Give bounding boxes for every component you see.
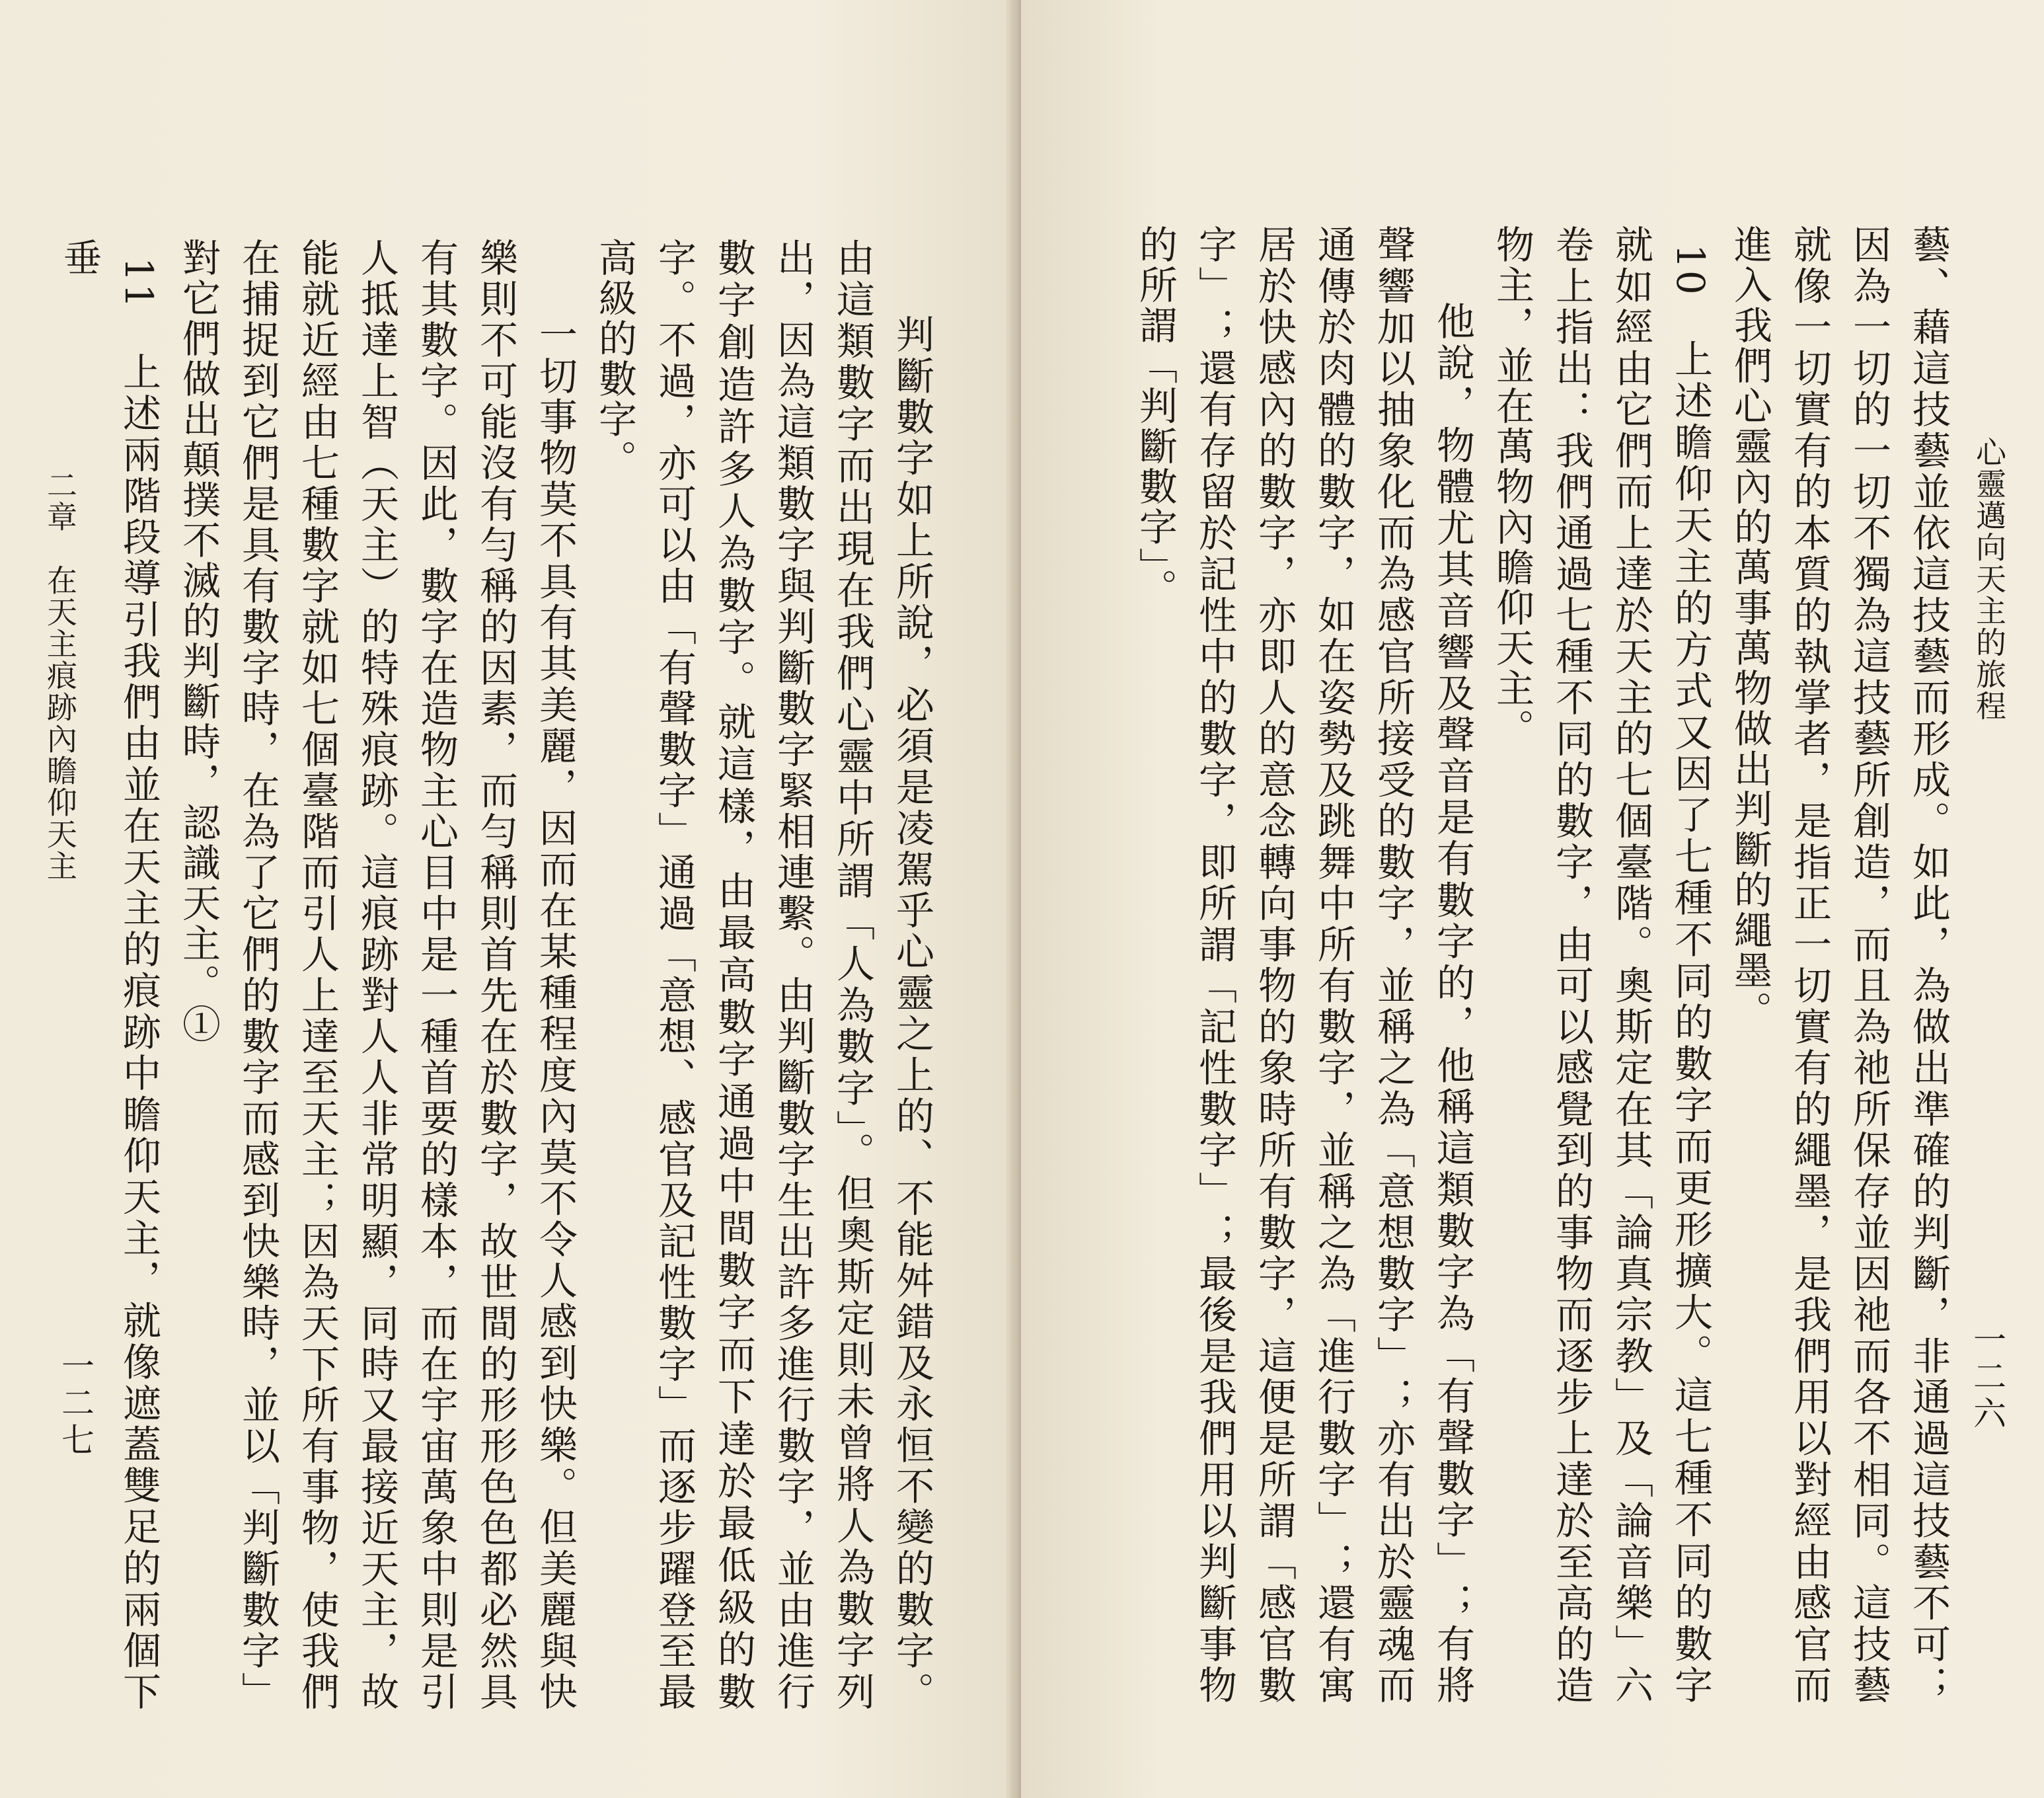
paragraph: 10 上述瞻仰天主的方式又因了七種不同的數字而更形擴大。這七種不同的數字就如經由它們而上達於天主的七個臺階。奧斯定在其「論真宗教」及「論音樂」六卷上指出：我們通過七種不同的數字，由可以感覺到的事物而逐步上達於至高的造物主，並在萬物內瞻仰天主。	[1490, 225, 1713, 1705]
running-head: 心靈邁向天主的旅程	[1971, 436, 2007, 722]
paragraph: 11 上述兩階段導引我們由並在天主的痕跡中瞻仰天主，就像遮蓋雙足的兩個下垂	[57, 238, 161, 1712]
paragraph: 他說，物體尤其音響及聲音是有數字的，他稱這類數字為「有聲數字」；有將聲響加以抽象化而為感官所接受的數字，並稱之為「意想數字」；亦有出於靈魂而通傳於肉體的數字，如在姿勢及跳舞中所有數字，並稱之為「進行數字」；還有寓居於快感內的數字，亦即人的意念轉向事物的象時所有數字，這便是所謂「感官數字」；還有存留於記性中的數字，即所謂「記性數字」；最後是我們用以判斷事物的所謂「判斷數字」。	[1133, 225, 1475, 1705]
right-page	[1021, 0, 2044, 1798]
page-number: 一二六	[1968, 1322, 2006, 1433]
running-foot: 二章 在天主痕跡內瞻仰天主	[42, 469, 78, 882]
right-page-body	[1092, 225, 1958, 1705]
paragraph: 藝、藉這技藝並依這技藝而形成。如此，為做出準確的判斷，非通過這技藝不可；因為一切的一切不獨為這技藝所創造，而且為祂所保存並因祂而各不相同。這技藝就像一切實有的本質的執掌者，是指正一切實有的繩墨，是我們用以對經由感官而進入我們心靈內的萬事萬物做出判斷的繩墨。	[1727, 225, 1951, 1705]
paragraph: 判斷數字如上所說，必須是凌駕乎心靈之上的、不能舛錯及永恒不變的數字。由這類數字而出現在我們心靈中所謂「人為數字」。但奧斯定則未曾將人為數字列出，因為這類數字與判斷數字緊相連繫。由判斷數字生出許多進行數字，並由進行數字創造許多人為數字。就這樣，由最高數字通過中間數字而下達於最低級的數字。不過，亦可以由「有聲數字」通過「意想、感官及記性數字」而逐步躍登至最高級的數字。	[592, 238, 934, 1712]
paragraph: 一切事物莫不具有其美麗，因而在某種程度內莫不令人感到快樂。但美麗與快樂則不可能沒有勻稱的因素，而勻稱則首先在於數字，故世間的形形色色都必然具有其數字。因此，數字在造物主心目中是一種首要的樣本，而在宇宙萬象中則是引人抵達上智（天主）的特殊痕跡。這痕跡對人人非常明顯，同時又最接近天主，故能就近經由七種數字就如七個臺階而引人上達至天主；因為天下所有事物，使我們在捕捉到它們是具有數字時，在為了它們的數字而感到快樂時，並以「判斷數字」對它們做出顛撲不滅的判斷時，認識天主。①	[176, 238, 578, 1712]
left-page	[0, 0, 1014, 1798]
page-number: 一二七	[56, 1348, 95, 1460]
